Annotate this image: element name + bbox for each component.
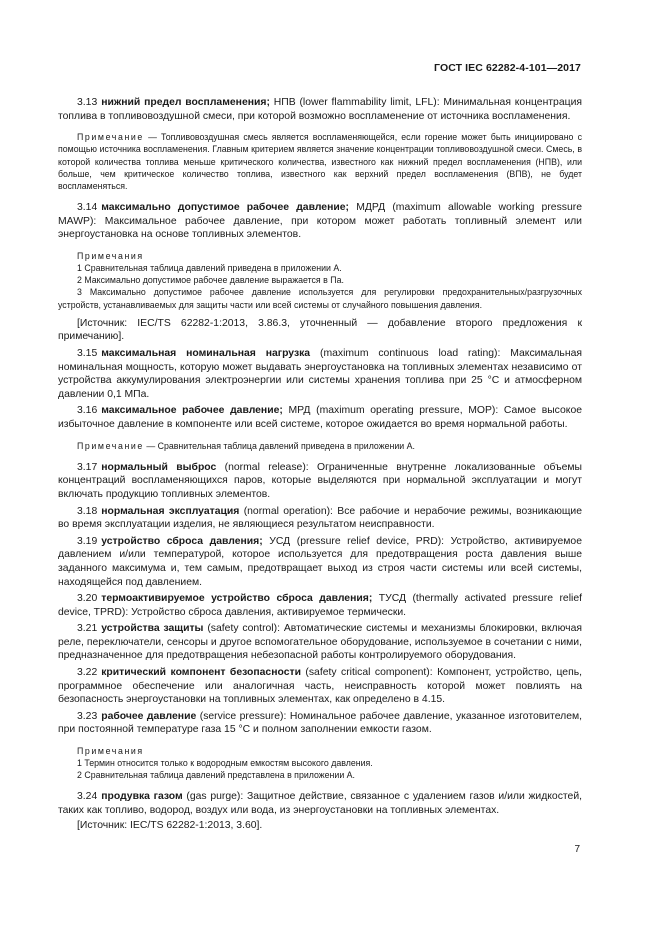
definition-3-23 [58,710,582,737]
source-3-14: [Источник: IEC/TS 62282-1:2013, 3.86.3, уточненный — добавление второго предложения к примечанию]. [58,317,582,343]
note-item: 2 Максимально допустимое рабочее давление выражается в Па. [77,275,344,286]
note-label: Примечание [77,132,144,143]
definition-text: (safety critical component): Компонент, устройство, цепь, программное обеспечение или аналогичная часть, неисправность которой может повлиять на безопасность энергоустановки на топливных элементах, как определено в 4.15. [58,667,583,706]
definition-text: (normal operation): Все рабочие и нерабочие режимы, возникающие во время эксплуатации изделия, не являющиеся результатом неисправности. [58,505,583,531]
notes-3-14 [58,250,582,311]
document-header: ГОСТ IEC 62282-4-101—2017 [434,62,581,74]
document-body [58,93,582,832]
clause-number: 3.13 [77,97,98,108]
term: нормальная эксплуатация [101,505,240,517]
note-item: 1 Сравнительная таблица давлений приведена в приложении А. [77,262,342,273]
term: максимальная номинальная нагрузка [101,347,311,359]
definition-3-13 [58,96,582,123]
definition-3-17 [58,461,582,502]
term: устройство сброса давления; [101,535,263,547]
clause-number: 3.16 [77,405,98,417]
definition-text: МДРД (maximum allowable working pressure MAWP): Максимальное рабочее давление, при котором может работать топливный элемент или энергоустановка на основе топливных элементов. [58,202,582,241]
term: термоактивируемое устройство сброса давления; [101,593,373,605]
notes-3-23 [58,745,582,781]
definition-text: (maximum continuous load rating): Максимальная номинальная мощность, которую может выдавать энергоустановка на топливных элементах независимо от устройства аккумулирования электроэнергии или системы хранения топлива при 25 °C и атмосферном давлении 0,1 МПа. [58,347,582,400]
term: критический компонент безопасности [101,667,301,679]
note-3-13 [58,131,582,192]
clause-number: 3.21 [77,623,98,635]
term: максимально допустимое рабочее давление; [101,202,349,214]
note-item: 3 Максимально допустимое рабочее давление используется для регулировки предохранительных/разгрузочных устройств, устанавливаемых для защиты части или всей системы от случайного повышения давления. [58,287,582,310]
term: нормальный выброс [101,461,217,473]
term: устройства защиты [101,623,204,635]
definition-3-15 [58,347,582,401]
definition-3-19 [58,535,582,589]
definition-3-24 [58,790,582,817]
definition-3-22 [58,666,582,707]
note-item: 2 Сравнительная таблица давлений представлена в приложении А. [77,770,355,781]
definition-text: (normal release): Ограниченные внутренне локализованные объемы концентраций воспламеняющихся паров, которые выделяются при нормальной эксплуатации и могут включать продукцию топливных элементов. [58,461,582,500]
definition-text: НПВ (lower flammability limit, LFL): Минимальная концентрация топлива в топливовоздушной смеси, при которой возможно воспламенение от источника воспламенения. [58,97,582,122]
definition-3-16 [58,404,582,431]
definition-text: МРД (maximum operating pressure, MOP): Самое высокое избыточное давление в компоненте или всей системе, которое ожидается во время нормальной работы. [58,405,582,430]
note-label: Примечание [77,440,144,451]
clause-number: 3.19 [77,535,98,547]
note-3-16 [58,440,582,452]
clause-number: 3.18 [77,505,98,517]
clause-number: 3.24 [77,791,98,803]
clause-number: 3.20 [77,593,98,605]
definition-3-21 [58,622,582,663]
note-item: 1 Термин относится только к водородным емкостям высокого давления. [77,758,373,769]
definition-text: (safety control): Автоматические системы и механизмы блокировки, включая реле, переключатели, сенсоры и другое вспомогательное оборудование, используемое в сочетании с ними, предназначенное для предотвращения небезопасной работы контролируемого оборудования. [58,623,583,662]
notes-heading: Примечания [77,250,144,261]
definition-3-18 [58,505,582,532]
source-3-24: [Источник: IEC/TS 62282-1:2013, 3.60]. [77,819,263,831]
note-text: — Сравнительная таблица давлений приведена в приложении А. [146,440,415,451]
definition-3-20 [58,592,582,619]
clause-number: 3.15 [77,347,98,359]
clause-number: 3.17 [77,461,98,473]
term: максимальное рабочее давление; [101,405,283,417]
definition-text: (service pressure): Номинальное рабочее давление, указанное изготовителем, при постоянной температуре газа 15 °C и полном заполнении емкости газом. [58,710,583,736]
term: рабочее давление [101,710,197,722]
clause-number: 3.14 [77,202,98,214]
definition-text: (gas purge): Защитное действие, связанное с удалением газов и/или жидкостей, таких как топливо, водород, воздух или вода, из энергоустановки на топливных элементах. [58,791,583,817]
note-text: — Топливовоздушная смесь является воспламеняющейся, если горение может быть инициировано с помощью источника воспламенения. Главным критерием является значение концентрации топливовоздушной смеси. Смесь, в которой количества топлива меньше критического количества, известного как нижний предел воспламенения (НПВ), или больше, чем критическое количество топлива, известного как верхний предел воспламенения (ВПВ), не будет воспламеняться. [58,132,582,191]
definition-3-14 [58,201,582,242]
definition-text: УСД (pressure relief device, PRD): Устройство, активируемое давлением и/или температурой, которое используется для предотвращения роста давления выше заданного максимума и, тем самым, предотвращает выход из строя части системы или всей системы, находящейся под давлением. [58,535,582,588]
notes-heading: Примечания [77,746,144,757]
clause-number: 3.22 [77,667,98,679]
term: продувка газом [101,791,183,803]
definition-text: ТУСД (thermally activated pressure relief device, TPRD): Устройство сброса давления, активируемое термически. [58,593,582,618]
clause-number: 3.23 [77,710,98,722]
term: нижний предел воспламенения; [101,97,270,108]
page-number: 7 [574,844,580,855]
